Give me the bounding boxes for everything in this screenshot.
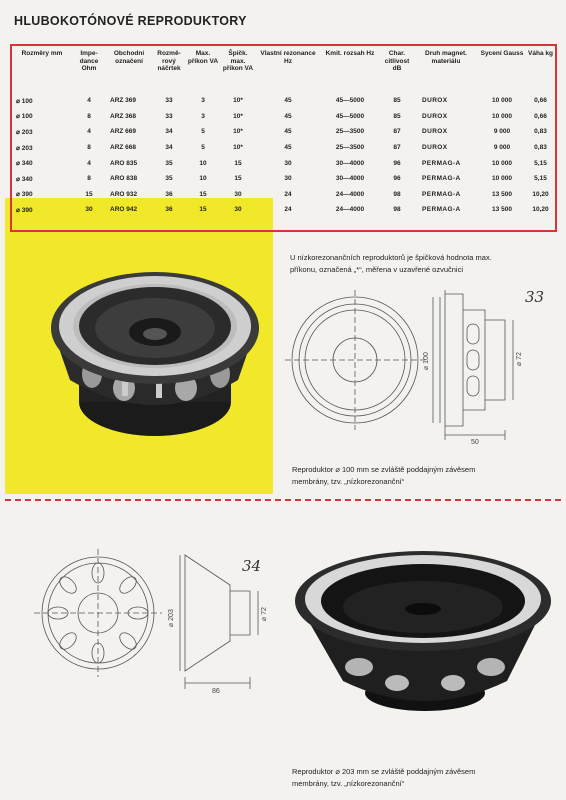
cell: ARO 932 [110, 190, 138, 198]
cell: 5 [201, 128, 205, 136]
cell: 8 [87, 112, 91, 120]
drawing-33-dim-depth: 50 [471, 439, 479, 446]
table-row [12, 109, 555, 125]
table-header-row [12, 46, 555, 86]
cell: 87 [393, 128, 401, 136]
cell: 0,83 [534, 128, 547, 136]
cell: 8 [87, 144, 91, 152]
cell: PERMAG-A [422, 159, 461, 167]
cell: 30 [284, 159, 292, 167]
cell: 4 [87, 97, 91, 105]
cell: 10,20 [532, 190, 549, 198]
cell: ARZ 669 [110, 128, 137, 136]
col-header-range: Kmit. rozsah Hz [325, 50, 375, 57]
cell: 45 [284, 97, 292, 105]
caption-34-line-1: Reproduktor ⌀ 203 mm se zvláště poddajným závěsem [292, 767, 476, 776]
drawing-34-dim-diameter: ⌀ 203 [168, 609, 175, 627]
cell: 45 [284, 128, 292, 136]
drawing-34-dim-magnet: ⌀ 72 [261, 607, 268, 621]
speaker-photo-100mm [38, 262, 268, 442]
cell: ARO 942 [110, 206, 138, 214]
cell: 24—4000 [335, 206, 365, 214]
cell: 10,20 [532, 206, 549, 214]
page-title: HLUBOKOTÓNOVÉ REPRODUKTORY [14, 14, 247, 28]
cell: 4 [87, 128, 91, 136]
section-divider [5, 499, 561, 501]
cell: 3 [201, 112, 205, 120]
cell: 15 [199, 206, 207, 214]
cell: 13 500 [492, 190, 512, 198]
cell: PERMAG-A [422, 175, 461, 183]
col-header-sketch: Rozmě-rový náčrtek [157, 50, 181, 73]
cell: 96 [393, 159, 401, 167]
cell: PERMAG-A [422, 206, 461, 214]
cell: 10 [199, 175, 207, 183]
cell: 3 [201, 97, 205, 105]
cell: 30 [284, 175, 292, 183]
cell: 0,66 [534, 97, 547, 105]
col-header-magnet: Druh magnet. materiálu [425, 50, 467, 65]
cell: ⌀ 203 [16, 128, 33, 136]
cell: ⌀ 340 [16, 160, 33, 168]
drawing-33-dim-diameter: ⌀ 100 [423, 352, 430, 370]
cell: 24 [284, 206, 292, 214]
cell: DUROX [422, 128, 448, 136]
col-header-sensitivity: Char. citlivost dB [384, 50, 410, 73]
speaker-photo-203mm [285, 545, 557, 725]
cell: 10 [199, 159, 207, 167]
cell: DUROX [422, 97, 448, 105]
cell: 25—3500 [335, 128, 365, 136]
cell: 36 [165, 190, 173, 198]
drawing-34-number: 34 [242, 557, 262, 575]
cell: ARZ 369 [110, 97, 137, 105]
table-row [12, 187, 555, 203]
cell: ⌀ 100 [16, 113, 33, 121]
drawing-34 [20, 545, 286, 705]
cell: 45 [284, 112, 292, 120]
cell: 10 000 [492, 159, 512, 167]
table-row [12, 171, 555, 187]
cell: ARO 835 [110, 159, 138, 167]
table-row [12, 202, 555, 218]
cell: 35 [165, 159, 173, 167]
col-header-impedance: Impe-dance Ohm [79, 50, 99, 73]
caption-33-line-2: membrány, tzv. „nízkorezonanční“ [292, 477, 405, 486]
cell: 4 [87, 159, 91, 167]
cell: 10 000 [492, 112, 512, 120]
cell: 5 [201, 144, 205, 152]
cell: ⌀ 390 [16, 206, 33, 214]
spec-table [10, 44, 557, 232]
cell: 30 [234, 190, 242, 198]
footnote [290, 252, 492, 276]
col-header-trade-name: Obchodní označení [113, 50, 145, 65]
cell: ⌀ 203 [16, 144, 33, 152]
cell: 30—4000 [335, 175, 365, 183]
cell: 25—3500 [335, 144, 365, 152]
cell: 30 [234, 206, 242, 214]
cell: ⌀ 390 [16, 191, 33, 199]
table-row [12, 140, 555, 156]
cell: 45 [284, 144, 292, 152]
cell: ⌀ 100 [16, 97, 33, 105]
cell: 35 [165, 175, 173, 183]
cell: 34 [165, 128, 173, 136]
cell: 0,66 [534, 112, 547, 120]
cell: ⌀ 340 [16, 175, 33, 183]
drawing-33-dim-magnet: ⌀ 72 [516, 352, 523, 366]
cell: 10 000 [492, 175, 512, 183]
cell: 10 000 [492, 97, 512, 105]
col-header-weight: Váha kg [528, 50, 553, 57]
table-row [12, 93, 555, 109]
cell: 8 [87, 175, 91, 183]
table-row [12, 155, 555, 171]
cell: 15 [199, 190, 207, 198]
cell: 33 [165, 97, 173, 105]
col-header-dimensions: Rozměry mm [21, 50, 63, 57]
caption-34-line-2: membrány, tzv. „nízkorezonanční“ [292, 779, 405, 788]
cell: 9 000 [493, 128, 511, 136]
cell: 5,15 [534, 159, 547, 167]
cell: 10* [233, 112, 243, 120]
drawing-33 [285, 280, 561, 460]
col-header-gauss: Sycení Gauss [480, 50, 524, 57]
cell: 30 [85, 206, 93, 214]
cell: 15 [234, 159, 242, 167]
cell: 98 [393, 206, 401, 214]
cell: 85 [393, 112, 401, 120]
drawing-33-number: 33 [525, 288, 545, 306]
cell: 30—4000 [335, 159, 365, 167]
drawing-34-dim-depth: 86 [212, 688, 220, 695]
cell: 33 [165, 112, 173, 120]
cell: 85 [393, 97, 401, 105]
cell: DUROX [422, 112, 448, 120]
col-header-resonance: Vlastní rezonance Hz [260, 50, 316, 65]
cell: 10* [233, 128, 243, 136]
caption-33 [292, 464, 475, 488]
cell: ARZ 668 [110, 144, 137, 152]
cell: 10* [233, 97, 243, 105]
cell: 45—5000 [335, 112, 365, 120]
cell: 15 [85, 190, 93, 198]
caption-33-line-1: Reproduktor ⌀ 100 mm se zvláště poddajným závěsem [292, 465, 476, 474]
cell: 87 [393, 144, 401, 152]
cell: 13 500 [492, 206, 512, 214]
cell: ARO 838 [110, 175, 138, 183]
cell: 34 [165, 144, 173, 152]
cell: 24 [284, 190, 292, 198]
footnote-line-2: příkonu, označená „*“, měřena v uzavřené ozvučnici [290, 265, 464, 274]
footnote-line-1: U nízkorezonančních reproduktorů je špičková hodnota max. [290, 253, 492, 262]
caption-34 [292, 766, 475, 790]
cell: 0,83 [534, 144, 547, 152]
cell: 10* [233, 144, 243, 152]
cell: 36 [165, 206, 173, 214]
cell: 98 [393, 190, 401, 198]
cell: ARZ 368 [110, 112, 137, 120]
col-header-max-power: Max. příkon VA [187, 50, 219, 65]
cell: 24—4000 [335, 190, 365, 198]
cell: DUROX [422, 144, 448, 152]
cell: 45—5000 [335, 97, 365, 105]
table-row [12, 124, 555, 140]
cell: 15 [234, 175, 242, 183]
cell: 5,15 [534, 175, 547, 183]
cell: PERMAG-A [422, 190, 461, 198]
col-header-peak-power: Špičk. max. příkon VA [222, 50, 254, 73]
cell: 9 000 [493, 144, 511, 152]
cell: 96 [393, 175, 401, 183]
